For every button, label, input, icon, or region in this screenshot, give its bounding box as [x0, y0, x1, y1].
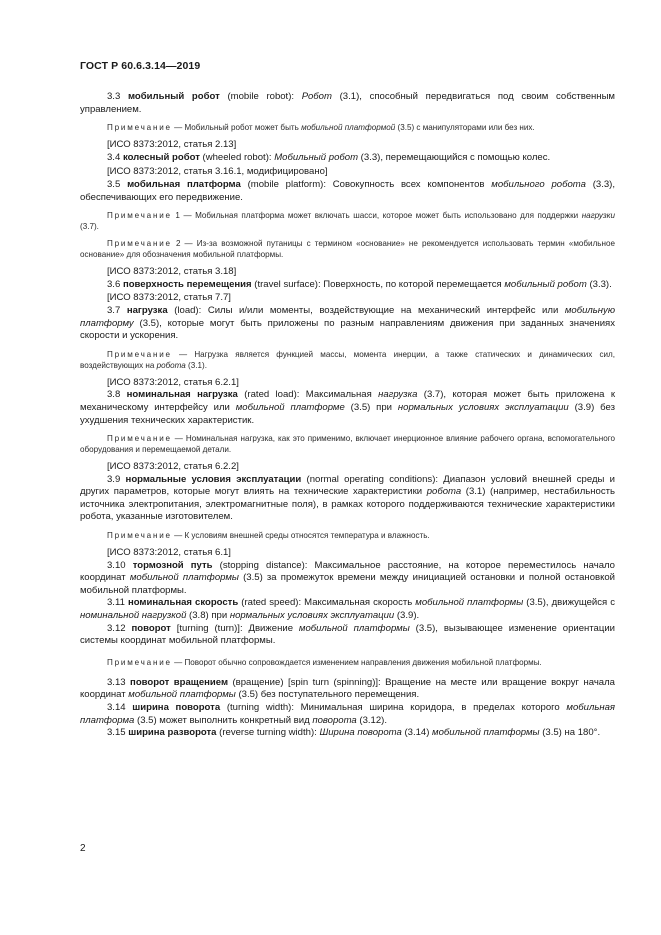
note-label: Примечание [107, 123, 172, 133]
term-reference: мобильной платформы [432, 727, 540, 739]
term-name: ширина поворота [132, 702, 221, 713]
term-definition: (normal operating conditions): Диапазон условий внешней среды и других параметров, которые могут влиять на технические характеристики [80, 473, 615, 498]
note-3-8 [80, 433, 615, 455]
note-text: — К условиям внешней среды относятся температура и влажность. [171, 531, 430, 541]
term-definition: (3.3). [586, 278, 612, 290]
term-reference: мобильной платформы [128, 689, 236, 701]
note-reference: мобильной платформой [301, 123, 396, 133]
term-reference: мобильной платформы [415, 597, 524, 609]
term-number: 3.14 [107, 702, 126, 713]
term-definition: (3.8) при [186, 610, 230, 622]
note-text: — Мобильный робот может быть [171, 123, 302, 133]
source-3-6: [ИСО 8373:2012, статья 7.7] [107, 292, 231, 304]
term-reference: мобильной платформы [129, 572, 239, 584]
term-reference: нормальных условиях эксплуатации [397, 401, 569, 413]
term-name: поворот вращением [130, 676, 229, 688]
term-definition: (rated speed): Максимальная скорость [238, 597, 416, 609]
term-3-11 [80, 597, 615, 622]
term-3-12 [80, 623, 615, 648]
term-number: 3.12 [107, 622, 126, 634]
note-text: — Нагрузка является функцией массы, момента инерции, а также статических и динамических сил, воздействующих на [80, 349, 615, 370]
term-number: 3.9 [107, 473, 121, 485]
term-reference: мобильный робот [504, 278, 587, 290]
note-text: (3.5) с манипуляторами или без них. [395, 123, 535, 133]
term-3-14 [80, 702, 615, 727]
term-name: тормозной путь [132, 559, 213, 571]
note-3-9 [80, 530, 615, 541]
term-number: 3.6 [107, 278, 121, 290]
term-reference: Мобильный робот [274, 151, 359, 163]
source-3-7: [ИСО 8373:2012, статья 6.2.1] [107, 376, 239, 388]
term-3-15 [80, 727, 615, 740]
source-3-9: [ИСО 8373:2012, статья 6.1] [107, 547, 231, 559]
note-reference: робота [156, 360, 186, 370]
term-reference: мобильную платформу [80, 304, 616, 329]
term-number: 3.10 [107, 559, 126, 571]
term-name: колесный робот [122, 151, 200, 163]
term-3-3 [80, 91, 615, 116]
term-definition: (3.3), обеспечивающих его передвижение. [80, 178, 616, 203]
term-definition: (3.1), способный передвигаться под своим собственным управлением. [80, 91, 615, 115]
term-3-7 [80, 305, 615, 343]
term-definition: (3.14) [401, 727, 433, 739]
note-label: Примечание [107, 657, 172, 667]
term-reference: мобильной платформы [298, 622, 410, 634]
term-3-8 [80, 389, 615, 427]
term-definition: (3.12). [356, 714, 387, 726]
term-reference: мобильного робота [491, 178, 586, 190]
term-reference: робота [426, 486, 462, 498]
term-definition: (3.5) при [344, 401, 398, 413]
term-reference: Робот [301, 91, 332, 102]
term-3-6 [80, 279, 615, 292]
term-reference: Ширина поворота [319, 727, 402, 739]
term-name: мобильная платформа [127, 178, 241, 190]
term-number: 3.8 [107, 389, 121, 401]
term-definition: (turning width): Минимальная ширина коридора, в пределах которого [220, 702, 567, 713]
term-3-9 [80, 474, 615, 524]
term-definition: (вращение) [spin turn (spinning)]: Вращение на месте или вращение вокруг начала координат [80, 676, 615, 701]
term-reference: нагрузка [378, 389, 418, 401]
note-label: Примечание [107, 349, 172, 359]
term-reference: мобильной платформе [235, 401, 345, 413]
term-definition: (3.5) без поступательного перемещения. [235, 689, 420, 701]
term-definition: (3.5) за промежуток времени между инициацией остановки и полной остановкой мобильной платформы. [80, 572, 616, 596]
source-3-5: [ИСО 8373:2012, статья 3.18] [107, 266, 237, 278]
document-body [80, 91, 615, 740]
term-number: 3.3 [107, 91, 121, 102]
note-3-12 [80, 657, 615, 668]
term-name: ширина разворота [128, 727, 217, 739]
term-number: 3.5 [107, 178, 121, 190]
term-reference: номинальной нагрузкой [80, 610, 187, 622]
term-definition: (travel surface): Поверхность, по которой перемещается [251, 278, 505, 290]
note-3-7 [80, 349, 615, 371]
note-3-5-2 [80, 238, 615, 260]
term-definition: [turning (turn)]: Движение [170, 622, 299, 634]
term-definition: (load): Силы и/или моменты, воздействующие на механический интерфейс или [167, 304, 565, 316]
source-3-3: [ИСО 8373:2012, статья 2.13] [107, 139, 237, 151]
note-label: Примечание [107, 531, 172, 541]
term-name: номинальная нагрузка [126, 389, 238, 401]
term-number: 3.7 [107, 304, 121, 316]
note-reference: нагрузки [581, 211, 615, 221]
term-3-13 [80, 677, 615, 702]
note-text: 2 — Из-за возможной путаницы с термином «основание» не рекомендуется использовать термин «мобильное основание» для обозначения мобильной платформы. [80, 239, 615, 260]
term-name: мобильный робот [127, 91, 220, 102]
term-3-4 [80, 152, 615, 165]
term-definition: (3.5) может выполнить конкретный вид [134, 714, 313, 726]
term-name: поверхность перемещения [122, 278, 252, 290]
term-reference: мобильная платформа [80, 702, 616, 726]
document-code-header: ГОСТ Р 60.6.3.14—2019 [80, 60, 201, 72]
term-definition: (3.5) на 180°. [539, 727, 601, 739]
term-definition: (3.5), вызывающее изменение ориентации системы координат мобильной платформы. [80, 622, 615, 647]
term-definition: (wheeled robot): [199, 151, 275, 163]
term-definition: (3.9) без ухудшения технических характеристик. [80, 401, 615, 426]
note-label: Примечание [107, 211, 172, 221]
term-3-10 [80, 560, 615, 598]
note-3-5-1 [80, 210, 615, 232]
term-reference: нормальных условиях эксплуатации [229, 610, 395, 622]
note-3-3 [80, 122, 615, 133]
note-text: 1 — Мобильная платформа может включать шасси, которое может быть использовано для поддержки [171, 211, 582, 221]
term-number: 3.11 [107, 597, 125, 609]
term-name: поворот [131, 622, 171, 634]
term-reference: поворота [312, 714, 357, 726]
term-definition: (3.1) (например, нестабильность источника электропитания, электромагнитные поля), в рамках которого поддерживаются технические характеристики робота, указанные изготовителем. [80, 486, 615, 523]
term-definition: (3.5), движущейся с [523, 597, 616, 609]
term-definition: (3.3), перемещающийся с помощью колес. [358, 151, 551, 163]
term-definition: (3.7), которая может быть приложена к механическому интерфейсу или [80, 389, 615, 413]
source-3-4: [ИСО 8373:2012, статья 3.16.1, модифицировано] [107, 166, 328, 178]
note-text: (3.1). [185, 360, 207, 370]
note-text: — Поворот обычно сопровождается изменением направления движения мобильной платформы. [171, 657, 542, 667]
term-number: 3.15 [107, 727, 126, 739]
note-label: Примечание [107, 239, 172, 249]
term-name: нормальные условия эксплуатации [125, 473, 302, 485]
term-number: 3.13 [107, 676, 126, 688]
note-text: — Номинальная нагрузка, как это применимо, включает инерционное влияние рабочего органа, вспомогательного оборудования и перемещаемой детали. [80, 434, 615, 455]
term-definition: (stopping distance): Максимальное расстояние, на которое переместилось начало координат [80, 559, 615, 584]
term-definition: (mobile platform): Совокупность всех компонентов [240, 178, 492, 190]
term-name: нагрузка [126, 304, 168, 316]
term-number: 3.4 [107, 151, 121, 163]
page-number: 2 [80, 843, 86, 854]
term-name: номинальная скорость [127, 597, 239, 609]
term-definition: (rated load): Максимальная [237, 389, 379, 401]
term-definition: (3.5), которые могут быть приложены по разным направлениям движения при заданных значениях скорости и ускорения. [80, 317, 615, 342]
term-definition: (reverse turning width): [216, 727, 320, 739]
term-definition: (mobile robot): [219, 91, 302, 102]
term-3-5 [80, 179, 615, 204]
term-definition: (3.9). [394, 610, 420, 622]
note-text: (3.7). [80, 222, 99, 232]
source-3-8: [ИСО 8373:2012, статья 6.2.2] [107, 461, 239, 473]
note-label: Примечание [107, 434, 172, 444]
